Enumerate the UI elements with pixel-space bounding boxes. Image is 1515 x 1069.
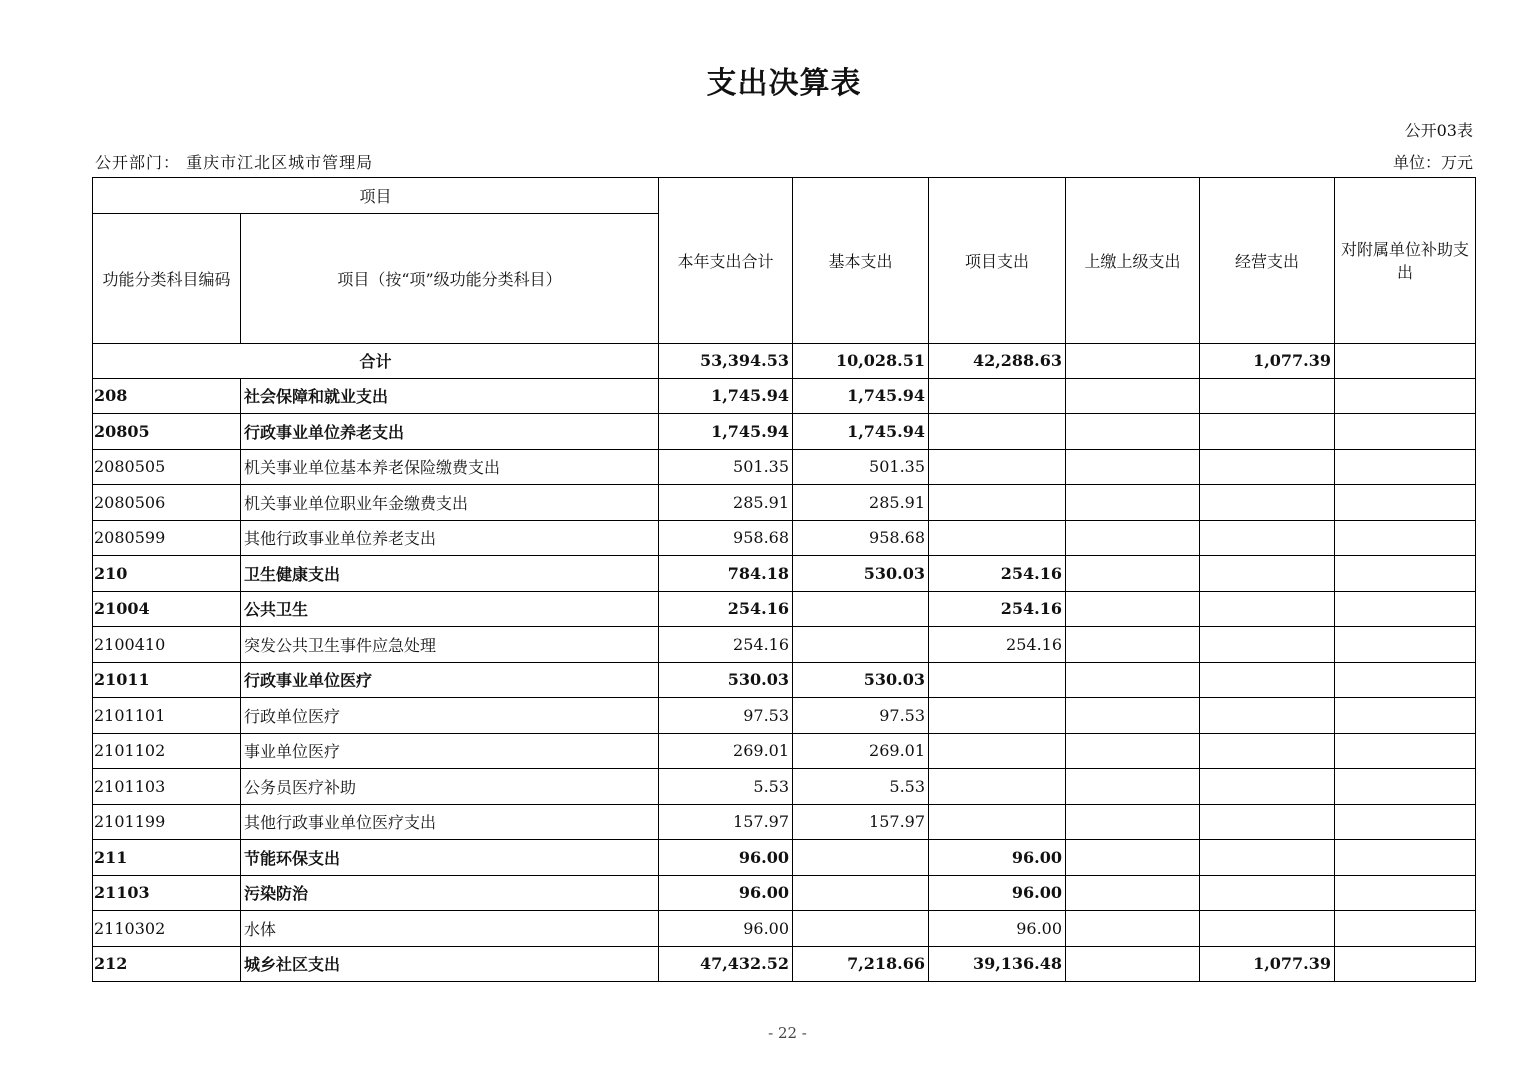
cell-total: 254.16 [659,627,793,663]
cell-operating [1200,627,1335,663]
total-upper [1066,343,1200,378]
cell-upper [1066,627,1200,663]
cell-name: 突发公共卫生事件应急处理 [241,627,659,663]
cell-subsidy [1335,875,1476,911]
cell-project [929,733,1066,769]
cell-operating [1200,449,1335,485]
cell-subsidy [1335,946,1476,982]
cell-code: 2110302 [93,911,241,947]
cell-operating [1200,698,1335,734]
cell-subsidy [1335,733,1476,769]
total-subsidy [1335,343,1476,378]
cell-total: 97.53 [659,698,793,734]
cell-name: 行政事业单位医疗 [241,662,659,698]
cell-name: 其他行政事业单位医疗支出 [241,804,659,840]
cell-name: 公共卫生 [241,591,659,627]
cell-total: 5.53 [659,769,793,805]
cell-project [929,662,1066,698]
cell-total: 784.18 [659,556,793,592]
cell-subsidy [1335,769,1476,805]
cell-project [929,414,1066,450]
cell-basic: 530.03 [793,662,929,698]
cell-basic: 5.53 [793,769,929,805]
cell-operating [1200,804,1335,840]
table-row [93,946,1476,982]
cell-project [929,485,1066,521]
cell-project: 254.16 [929,591,1066,627]
cell-subsidy [1335,662,1476,698]
cell-code: 2101199 [93,804,241,840]
cell-name: 公务员医疗补助 [241,769,659,805]
cell-upper [1066,733,1200,769]
cell-basic: 269.01 [793,733,929,769]
cell-project [929,378,1066,414]
cell-operating [1200,662,1335,698]
cell-total: 157.97 [659,804,793,840]
header-operating: 经营支出 [1200,178,1335,344]
total-basic: 10,028.51 [793,343,929,378]
table-row [93,804,1476,840]
cell-subsidy [1335,449,1476,485]
cell-operating [1200,556,1335,592]
cell-basic [793,875,929,911]
cell-operating [1200,840,1335,876]
cell-project: 254.16 [929,627,1066,663]
header-name: 项目（按“项”级功能分类科目） [241,213,659,343]
cell-operating [1200,520,1335,556]
cell-upper [1066,840,1200,876]
department-label: 公开部门： [95,153,181,172]
header-item: 项目 [93,178,659,214]
table-row [93,840,1476,876]
cell-subsidy [1335,485,1476,521]
cell-basic: 7,218.66 [793,946,929,982]
cell-basic: 501.35 [793,449,929,485]
cell-total: 96.00 [659,911,793,947]
cell-name: 事业单位医疗 [241,733,659,769]
cell-operating [1200,591,1335,627]
cell-operating [1200,485,1335,521]
cell-project [929,449,1066,485]
header-project: 项目支出 [929,178,1066,344]
cell-name: 水体 [241,911,659,947]
cell-upper [1066,591,1200,627]
table-row [93,414,1476,450]
cell-code: 21004 [93,591,241,627]
cell-basic [793,840,929,876]
cell-subsidy [1335,520,1476,556]
cell-basic [793,627,929,663]
total-total: 53,394.53 [659,343,793,378]
total-row [93,343,1476,378]
cell-upper [1066,485,1200,521]
cell-code: 2101101 [93,698,241,734]
cell-upper [1066,520,1200,556]
cell-basic [793,911,929,947]
cell-name: 城乡社区支出 [241,946,659,982]
cell-upper [1066,449,1200,485]
cell-project: 96.00 [929,911,1066,947]
cell-code: 2100410 [93,627,241,663]
table-row [93,733,1476,769]
cell-code: 20805 [93,414,241,450]
cell-upper [1066,804,1200,840]
cell-code: 21011 [93,662,241,698]
total-project: 42,288.63 [929,343,1066,378]
cell-subsidy [1335,804,1476,840]
cell-project [929,769,1066,805]
cell-operating: 1,077.39 [1200,946,1335,982]
cell-code: 2080505 [93,449,241,485]
cell-upper [1066,556,1200,592]
table-row [93,875,1476,911]
total-operating: 1,077.39 [1200,343,1335,378]
cell-basic: 958.68 [793,520,929,556]
cell-code: 2101103 [93,769,241,805]
cell-code: 2080599 [93,520,241,556]
page-title: 支出决算表 [706,66,862,101]
cell-code: 21103 [93,875,241,911]
header-basic: 基本支出 [793,178,929,344]
cell-basic: 1,745.94 [793,378,929,414]
table-row [93,698,1476,734]
cell-project: 96.00 [929,840,1066,876]
cell-total: 96.00 [659,840,793,876]
cell-subsidy [1335,591,1476,627]
cell-upper [1066,769,1200,805]
cell-code: 211 [93,840,241,876]
table-row [93,911,1476,947]
cell-name: 行政单位医疗 [241,698,659,734]
cell-code: 212 [93,946,241,982]
header-total: 本年支出合计 [659,178,793,344]
cell-subsidy [1335,378,1476,414]
cell-name: 社会保障和就业支出 [241,378,659,414]
cell-project: 254.16 [929,556,1066,592]
department-name: 重庆市江北区城市管理局 [186,153,374,172]
cell-subsidy [1335,556,1476,592]
cell-subsidy [1335,840,1476,876]
cell-subsidy [1335,414,1476,450]
cell-total: 530.03 [659,662,793,698]
cell-project: 39,136.48 [929,946,1066,982]
expenditure-table [92,177,1476,982]
cell-operating [1200,769,1335,805]
unit-label: 单位：万元 [1392,153,1473,172]
cell-operating [1200,414,1335,450]
cell-total: 958.68 [659,520,793,556]
table-row [93,485,1476,521]
cell-name: 机关事业单位基本养老保险缴费支出 [241,449,659,485]
cell-project: 96.00 [929,875,1066,911]
cell-total: 254.16 [659,591,793,627]
table-row [93,627,1476,663]
table-row [93,769,1476,805]
cell-operating [1200,875,1335,911]
cell-name: 行政事业单位养老支出 [241,414,659,450]
page-number: - 22 - [768,1024,807,1042]
cell-name: 其他行政事业单位养老支出 [241,520,659,556]
cell-total: 96.00 [659,875,793,911]
cell-name: 卫生健康支出 [241,556,659,592]
cell-code: 208 [93,378,241,414]
cell-total: 501.35 [659,449,793,485]
table-row [93,449,1476,485]
cell-basic: 97.53 [793,698,929,734]
cell-operating [1200,733,1335,769]
cell-project [929,698,1066,734]
total-label: 合计 [93,343,659,378]
cell-operating [1200,378,1335,414]
cell-subsidy [1335,911,1476,947]
cell-code: 2080506 [93,485,241,521]
cell-upper [1066,414,1200,450]
header-code: 功能分类科目编码 [93,213,241,343]
department-line [95,150,373,173]
cell-name: 机关事业单位职业年金缴费支出 [241,485,659,521]
cell-upper [1066,378,1200,414]
cell-basic: 530.03 [793,556,929,592]
cell-subsidy [1335,698,1476,734]
cell-upper [1066,662,1200,698]
cell-upper [1066,946,1200,982]
cell-basic: 157.97 [793,804,929,840]
cell-upper [1066,698,1200,734]
table-number: 公开03表 [1404,121,1473,140]
cell-operating [1200,911,1335,947]
table-row [93,662,1476,698]
cell-basic: 285.91 [793,485,929,521]
cell-total: 269.01 [659,733,793,769]
cell-project [929,520,1066,556]
table-row [93,591,1476,627]
table-row [93,378,1476,414]
cell-total: 285.91 [659,485,793,521]
cell-code: 210 [93,556,241,592]
table-row [93,520,1476,556]
header-subsidy: 对附属单位补助支出 [1335,178,1476,344]
cell-basic [793,591,929,627]
cell-total: 47,432.52 [659,946,793,982]
header-upper: 上缴上级支出 [1066,178,1200,344]
cell-code: 2101102 [93,733,241,769]
cell-basic: 1,745.94 [793,414,929,450]
cell-name: 节能环保支出 [241,840,659,876]
cell-upper [1066,911,1200,947]
cell-total: 1,745.94 [659,414,793,450]
cell-subsidy [1335,627,1476,663]
table-row [93,556,1476,592]
cell-project [929,804,1066,840]
cell-name: 污染防治 [241,875,659,911]
cell-total: 1,745.94 [659,378,793,414]
cell-upper [1066,875,1200,911]
